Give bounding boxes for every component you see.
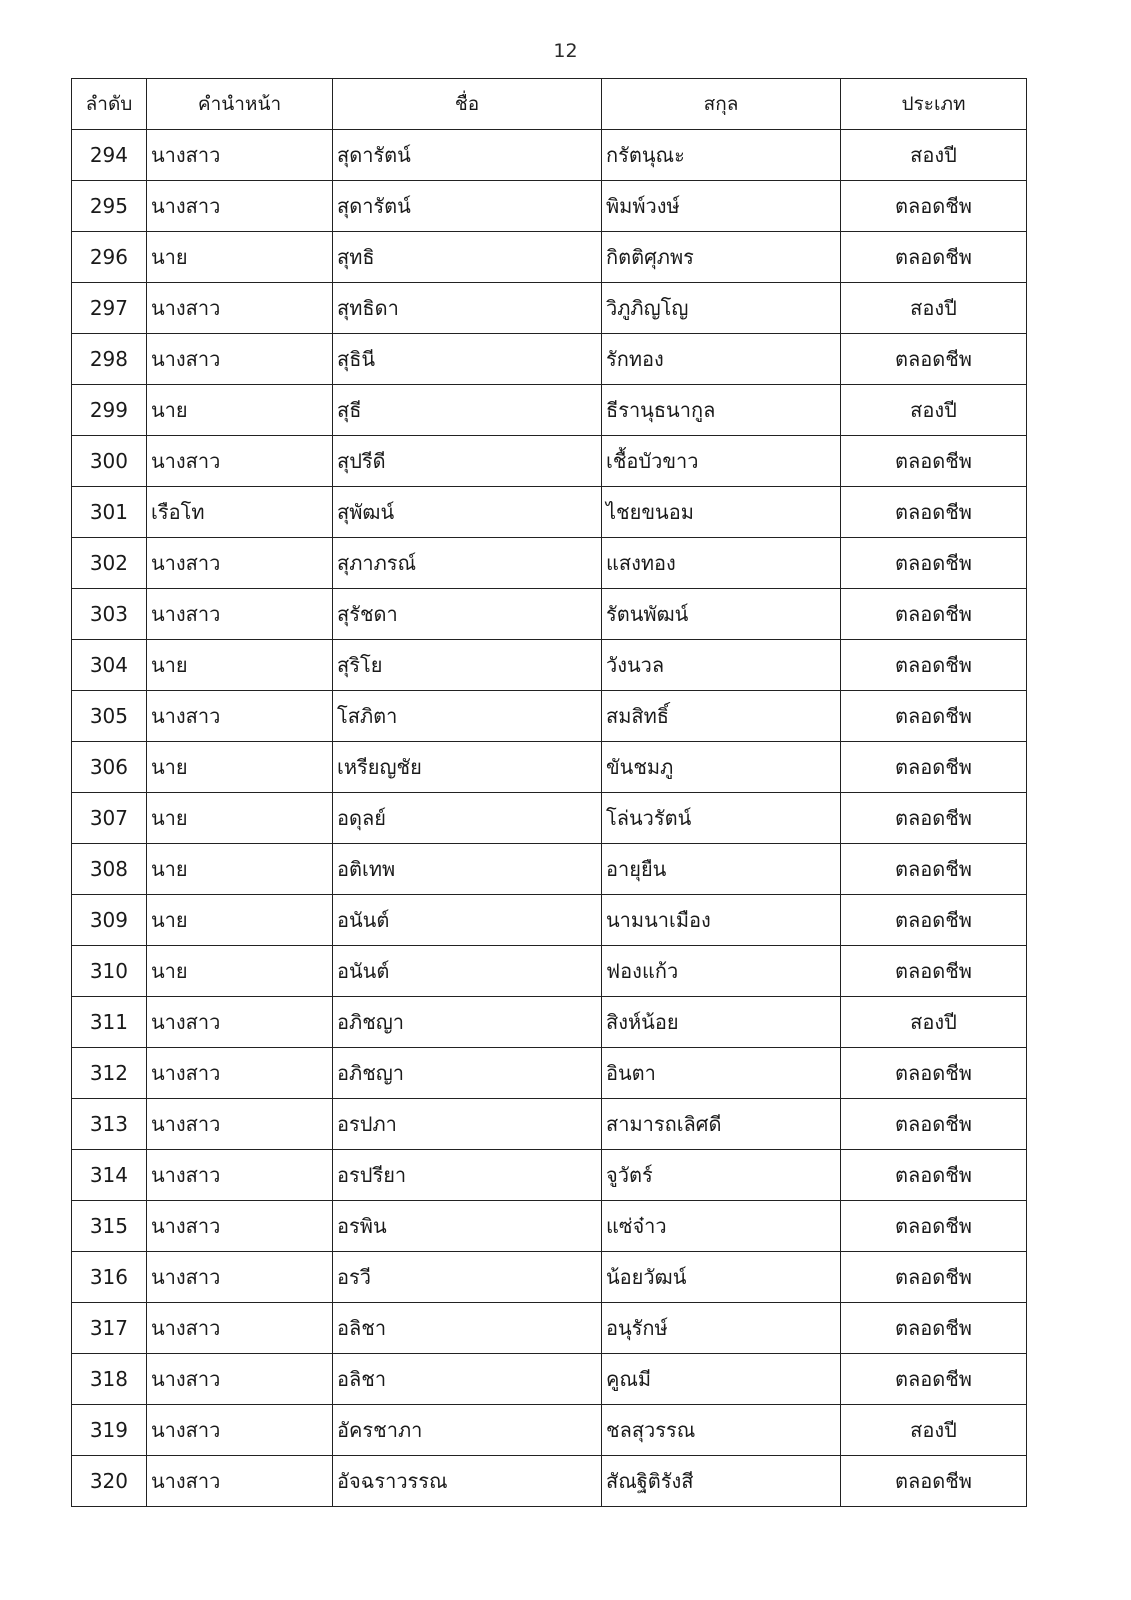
cell-last-name: นามนาเมือง [602, 895, 841, 946]
cell-order: 310 [72, 946, 147, 997]
cell-order: 302 [72, 538, 147, 589]
cell-type: ตลอดชีพ [841, 487, 1027, 538]
header-type: ประเภท [841, 79, 1027, 130]
cell-order: 317 [72, 1303, 147, 1354]
cell-title: นางสาว [147, 1048, 333, 1099]
cell-first-name: อภิชญา [333, 997, 602, 1048]
cell-last-name: แสงทอง [602, 538, 841, 589]
cell-order: 309 [72, 895, 147, 946]
cell-title: นางสาว [147, 1099, 333, 1150]
cell-type: ตลอดชีพ [841, 1252, 1027, 1303]
cell-type: ตลอดชีพ [841, 1150, 1027, 1201]
cell-type: ตลอดชีพ [841, 1354, 1027, 1405]
cell-type: ตลอดชีพ [841, 181, 1027, 232]
cell-type: ตลอดชีพ [841, 589, 1027, 640]
cell-order: 296 [72, 232, 147, 283]
table-row [72, 793, 1027, 844]
table-row [72, 538, 1027, 589]
cell-type: ตลอดชีพ [841, 640, 1027, 691]
cell-first-name: อดุลย์ [333, 793, 602, 844]
table-row [72, 589, 1027, 640]
cell-last-name: สามารถเลิศดี [602, 1099, 841, 1150]
cell-order: 318 [72, 1354, 147, 1405]
cell-title: นางสาว [147, 1456, 333, 1507]
cell-type: สองปี [841, 130, 1027, 181]
cell-last-name: อนุรักษ์ [602, 1303, 841, 1354]
cell-last-name: กรัตนุณะ [602, 130, 841, 181]
table-row [72, 1405, 1027, 1456]
cell-last-name: รัตนพัฒน์ [602, 589, 841, 640]
cell-last-name: จูวัตร์ [602, 1150, 841, 1201]
cell-first-name: สุทธิดา [333, 283, 602, 334]
header-title: คำนำหน้า [147, 79, 333, 130]
cell-last-name: โล่นวรัตน์ [602, 793, 841, 844]
cell-type: สองปี [841, 1405, 1027, 1456]
table-row [72, 1048, 1027, 1099]
cell-order: 297 [72, 283, 147, 334]
cell-order: 316 [72, 1252, 147, 1303]
cell-order: 299 [72, 385, 147, 436]
cell-order: 305 [72, 691, 147, 742]
cell-title: นางสาว [147, 1303, 333, 1354]
table-row [72, 844, 1027, 895]
cell-order: 294 [72, 130, 147, 181]
cell-type: ตลอดชีพ [841, 895, 1027, 946]
cell-first-name: สุพัฒน์ [333, 487, 602, 538]
header-first-name: ชื่อ [333, 79, 602, 130]
cell-last-name: พิมพ์วงษ์ [602, 181, 841, 232]
cell-last-name: กิตติศุภพร [602, 232, 841, 283]
cell-first-name: อติเทพ [333, 844, 602, 895]
cell-title: นางสาว [147, 997, 333, 1048]
cell-first-name: โสภิตา [333, 691, 602, 742]
cell-last-name: แซ่จ๋าว [602, 1201, 841, 1252]
cell-type: ตลอดชีพ [841, 334, 1027, 385]
cell-first-name: อลิชา [333, 1303, 602, 1354]
cell-type: ตลอดชีพ [841, 946, 1027, 997]
cell-first-name: อัจฉราวรรณ [333, 1456, 602, 1507]
cell-type: ตลอดชีพ [841, 538, 1027, 589]
cell-title: นางสาว [147, 1150, 333, 1201]
cell-title: นางสาว [147, 1405, 333, 1456]
cell-first-name: อรปรียา [333, 1150, 602, 1201]
cell-title: นางสาว [147, 181, 333, 232]
cell-last-name: วิภูภิญโญ [602, 283, 841, 334]
cell-type: ตลอดชีพ [841, 1303, 1027, 1354]
table-row [72, 487, 1027, 538]
cell-title: นาย [147, 640, 333, 691]
cell-last-name: อินตา [602, 1048, 841, 1099]
cell-last-name: ชลสุวรรณ [602, 1405, 841, 1456]
table-row [72, 640, 1027, 691]
table-row [72, 232, 1027, 283]
table-header [72, 79, 1027, 130]
cell-first-name: สุธี [333, 385, 602, 436]
cell-first-name: อรวี [333, 1252, 602, 1303]
cell-last-name: สมสิทธิ์ [602, 691, 841, 742]
cell-order: 320 [72, 1456, 147, 1507]
cell-order: 307 [72, 793, 147, 844]
table-row [72, 385, 1027, 436]
cell-title: นาย [147, 232, 333, 283]
cell-first-name: อรปภา [333, 1099, 602, 1150]
cell-first-name: อลิชา [333, 1354, 602, 1405]
cell-order: 295 [72, 181, 147, 232]
cell-first-name: อรพิน [333, 1201, 602, 1252]
cell-first-name: สุทธิ [333, 232, 602, 283]
cell-first-name: อนันต์ [333, 895, 602, 946]
cell-last-name: คูณมี [602, 1354, 841, 1405]
cell-title: นางสาว [147, 1354, 333, 1405]
cell-title: นางสาว [147, 130, 333, 181]
cell-type: ตลอดชีพ [841, 1048, 1027, 1099]
cell-order: 308 [72, 844, 147, 895]
cell-title: นางสาว [147, 1252, 333, 1303]
cell-type: ตลอดชีพ [841, 844, 1027, 895]
cell-first-name: อนันต์ [333, 946, 602, 997]
cell-first-name: สุริโย [333, 640, 602, 691]
cell-type: สองปี [841, 997, 1027, 1048]
cell-title: นาย [147, 742, 333, 793]
cell-title: นาย [147, 946, 333, 997]
table-row [72, 691, 1027, 742]
table-row [72, 1150, 1027, 1201]
table-row [72, 742, 1027, 793]
cell-title: นาย [147, 793, 333, 844]
cell-title: นางสาว [147, 334, 333, 385]
cell-first-name: อภิชญา [333, 1048, 602, 1099]
cell-title: เรือโท [147, 487, 333, 538]
header-last-name: สกุล [602, 79, 841, 130]
cell-title: นางสาว [147, 1201, 333, 1252]
table-row [72, 1303, 1027, 1354]
table-row [72, 1252, 1027, 1303]
cell-first-name: สุปรีดี [333, 436, 602, 487]
cell-title: นาย [147, 385, 333, 436]
cell-first-name: อัครชาภา [333, 1405, 602, 1456]
page-number: 12 [553, 40, 578, 62]
cell-type: สองปี [841, 385, 1027, 436]
cell-order: 311 [72, 997, 147, 1048]
header-row [72, 79, 1027, 130]
cell-last-name: ธีรานุธนากูล [602, 385, 841, 436]
cell-title: นาย [147, 895, 333, 946]
cell-last-name: ฟองแก้ว [602, 946, 841, 997]
cell-first-name: สุดารัตน์ [333, 181, 602, 232]
cell-last-name: เชื้อบัวขาว [602, 436, 841, 487]
cell-last-name: ไชยขนอม [602, 487, 841, 538]
cell-order: 300 [72, 436, 147, 487]
cell-order: 303 [72, 589, 147, 640]
table-row [72, 334, 1027, 385]
cell-type: ตลอดชีพ [841, 742, 1027, 793]
cell-title: นางสาว [147, 589, 333, 640]
cell-type: ตลอดชีพ [841, 1201, 1027, 1252]
cell-first-name: สุธินี [333, 334, 602, 385]
cell-type: ตลอดชีพ [841, 793, 1027, 844]
table-row [72, 946, 1027, 997]
cell-type: ตลอดชีพ [841, 1099, 1027, 1150]
table-row [72, 181, 1027, 232]
cell-first-name: สุดารัตน์ [333, 130, 602, 181]
cell-first-name: สุรัชดา [333, 589, 602, 640]
table-row [72, 436, 1027, 487]
cell-title: นางสาว [147, 691, 333, 742]
cell-order: 301 [72, 487, 147, 538]
member-table [71, 78, 1027, 1507]
cell-last-name: สัณฐิติรังสี [602, 1456, 841, 1507]
cell-order: 312 [72, 1048, 147, 1099]
cell-last-name: ขันชมภู [602, 742, 841, 793]
cell-order: 314 [72, 1150, 147, 1201]
cell-last-name: รักทอง [602, 334, 841, 385]
cell-order: 315 [72, 1201, 147, 1252]
table-row [72, 997, 1027, 1048]
cell-type: ตลอดชีพ [841, 691, 1027, 742]
cell-type: สองปี [841, 283, 1027, 334]
cell-last-name: อายุยืน [602, 844, 841, 895]
cell-title: นาย [147, 844, 333, 895]
table-row [72, 130, 1027, 181]
cell-first-name: สุภาภรณ์ [333, 538, 602, 589]
table-row [72, 1201, 1027, 1252]
cell-type: ตลอดชีพ [841, 436, 1027, 487]
table-row [72, 283, 1027, 334]
table-row [72, 1456, 1027, 1507]
cell-title: นางสาว [147, 283, 333, 334]
cell-order: 304 [72, 640, 147, 691]
cell-type: ตลอดชีพ [841, 232, 1027, 283]
cell-order: 298 [72, 334, 147, 385]
cell-last-name: สิงห์น้อย [602, 997, 841, 1048]
cell-order: 313 [72, 1099, 147, 1150]
cell-first-name: เหรียญชัย [333, 742, 602, 793]
table-row [72, 895, 1027, 946]
cell-order: 306 [72, 742, 147, 793]
cell-title: นางสาว [147, 436, 333, 487]
table-row [72, 1099, 1027, 1150]
cell-title: นางสาว [147, 538, 333, 589]
table-body [72, 130, 1027, 1507]
cell-last-name: น้อยวัฒน์ [602, 1252, 841, 1303]
header-order: ลำดับ [72, 79, 147, 130]
table-row [72, 1354, 1027, 1405]
cell-type: ตลอดชีพ [841, 1456, 1027, 1507]
cell-last-name: วังนวล [602, 640, 841, 691]
cell-order: 319 [72, 1405, 147, 1456]
